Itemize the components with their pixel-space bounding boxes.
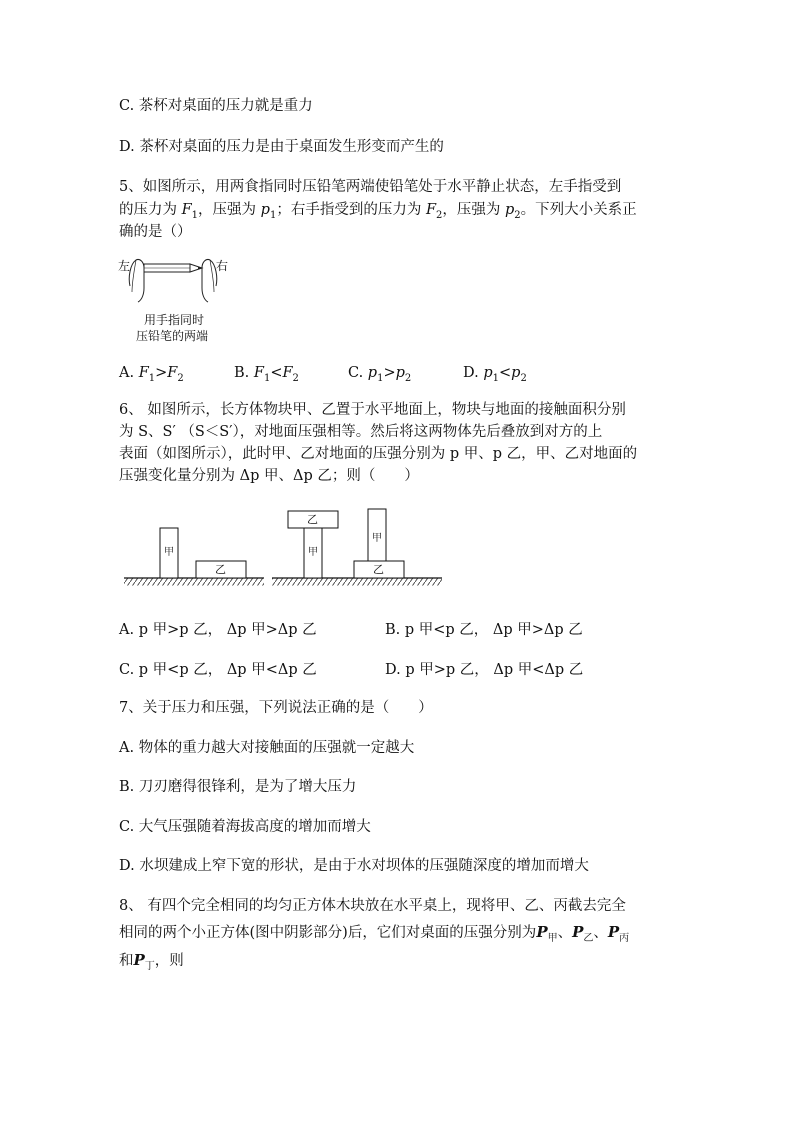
pencil-figure bbox=[116, 252, 236, 347]
q6-stem-line-4: 压强变化量分别为 Δp 甲、Δp 乙；则（ ） bbox=[119, 468, 419, 484]
block-jia-top: 甲 bbox=[372, 533, 382, 544]
block-yi-top: 乙 bbox=[307, 513, 318, 526]
q5-option-a: A. $F_1>F_2$ bbox=[119, 365, 184, 384]
q8-stem-line-3: 和$P_丁$，则 bbox=[119, 951, 184, 972]
q5-option-d: D. $p_1<p_2$ bbox=[463, 365, 527, 384]
q5-stem-line-3: 确的是（） bbox=[119, 224, 192, 240]
q7-option-a: A. 物体的重力越大对接触面的压强就一定越大 bbox=[119, 740, 415, 756]
q7-stem: 7、关于压力和压强，下列说法正确的是（ ） bbox=[119, 700, 433, 716]
q6-stem-line-1: 6、 如图所示，长方体物块甲、乙置于水平地面上，物块与地面的接触面积分别 bbox=[119, 402, 626, 418]
q7-option-c: C. 大气压强随着海拔高度的增加而增大 bbox=[119, 819, 371, 835]
q5-option-c: C. $p_1>p_2$ bbox=[348, 365, 412, 384]
figure-caption-2: 压铅笔的两端 bbox=[136, 329, 209, 343]
block-jia-bottom: 甲 bbox=[308, 547, 318, 558]
q6-stem-line-3: 表面（如图所示），此时甲、乙对地面的压强分别为 p 甲、p 乙，甲、乙对地面的 bbox=[119, 446, 638, 462]
block-yi-bottom: 乙 bbox=[373, 563, 384, 576]
q8-stem-line-2: 相同的两个小正方体(图中阴影部分)后，它们对桌面的压强分别为$P_甲$、$P_乙$、$P_丙$ bbox=[119, 923, 630, 944]
q7-option-d: D. 水坝建成上窄下宽的形状，是由于水对坝体的压强随深度的增加而增大 bbox=[119, 858, 589, 874]
q7-option-b: B. 刀刃磨得很锋利，是为了增大压力 bbox=[119, 779, 357, 795]
block-yi-left: 乙 bbox=[215, 563, 226, 576]
left-label: 左 bbox=[118, 259, 131, 273]
q5-stem-line-1: 5、如图所示，用两食指同时压铅笔两端使铅笔处于水平静止状态，左手指受到 bbox=[119, 179, 622, 195]
q5-option-b: B. $F_1<F_2$ bbox=[234, 365, 299, 384]
q6-option-d: D. p 甲>p 乙， Δp 甲<Δp 乙 bbox=[385, 662, 584, 678]
q6-option-a: A. p 甲>p 乙， Δp 甲>Δp 乙 bbox=[119, 622, 317, 638]
block-jia-left: 甲 bbox=[164, 547, 174, 558]
q6-option-b: B. p 甲<p 乙， Δp 甲>Δp 乙 bbox=[385, 622, 583, 638]
figure-caption-1: 用手指同时 bbox=[144, 313, 205, 327]
q5-stem-line-2: 的压力为 $F_1$，压强为 $p_1$；右手指受到的压力为 $F_2$，压强为 $p_2$。下列大小关系正 bbox=[119, 202, 637, 221]
q4-option-c: C. 茶杯对桌面的压力就是重力 bbox=[119, 98, 313, 114]
q6-stem-line-2: 为 S、S′ （S＜S′），对地面压强相等。然后将这两物体先后叠放到对方的上 bbox=[119, 424, 603, 440]
blocks-figure bbox=[120, 505, 450, 595]
right-label: 右 bbox=[216, 259, 229, 273]
q8-stem-line-1: 8、 有四个完全相同的均匀正方体木块放在水平桌上，现将甲、乙、丙截去完全 bbox=[119, 898, 626, 914]
q4-option-d: D. 茶杯对桌面的压力是由于桌面发生形变而产生的 bbox=[119, 139, 444, 155]
q6-option-c: C. p 甲<p 乙， Δp 甲<Δp 乙 bbox=[119, 662, 317, 678]
